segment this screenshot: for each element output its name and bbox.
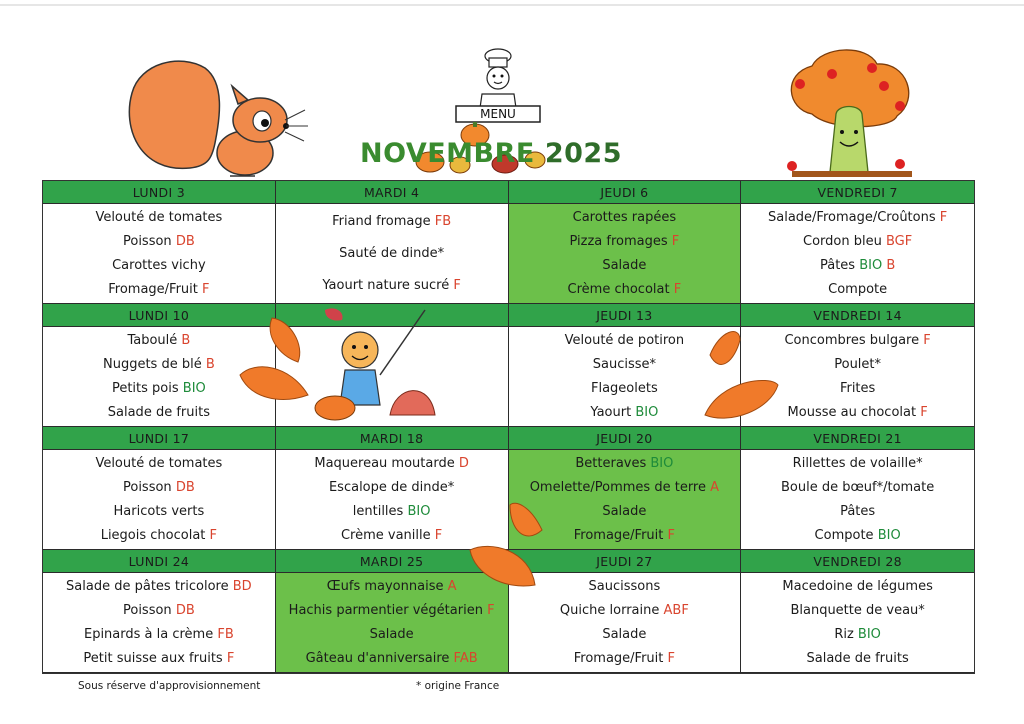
- dish-name: Velouté de potiron: [564, 333, 685, 349]
- dish-name: Boule de bœuf*/tomate: [780, 480, 935, 496]
- dish-name: Sauté de dinde*: [339, 245, 445, 261]
- day-header: LUNDI 3: [43, 181, 276, 204]
- menu-item: [840, 380, 875, 397]
- menu-item: [127, 332, 190, 349]
- dish-name: Saucissons: [588, 579, 661, 595]
- dish-name: Hachis parmentier végétarien: [288, 603, 483, 619]
- dish-name: Liegois chocolat: [100, 527, 206, 543]
- dish-name: Gâteau d'anniversaire: [305, 650, 450, 666]
- diet-tag: DB: [175, 603, 195, 619]
- autumn-tree-icon: [772, 44, 924, 184]
- menu-item: [322, 277, 460, 294]
- top-edge-line: [0, 4, 1024, 6]
- diet-tag: BIO: [182, 380, 206, 396]
- menu-sign-label: MENU: [480, 107, 516, 121]
- dish-name: Fromage/Fruit: [573, 527, 664, 543]
- day-menu-cell: [276, 450, 509, 550]
- dish-name: Quiche lorraine: [559, 603, 660, 619]
- dish-name: Betteraves: [575, 456, 647, 472]
- diet-tag: A: [710, 480, 720, 496]
- day-menu-cell: [509, 573, 742, 673]
- day-header: LUNDI 10: [43, 304, 276, 327]
- dish-name: lentilles: [352, 503, 404, 519]
- dish-name: Crème vanille: [340, 527, 431, 543]
- dish-name: Cordon bleu: [803, 234, 882, 250]
- dish-name: Riz: [834, 626, 854, 642]
- menu-item: [327, 578, 457, 595]
- diet-tag: F: [453, 277, 461, 293]
- dish-name: Yaourt nature sucré: [322, 277, 450, 293]
- diet-tag: A: [447, 579, 457, 595]
- day-menu-cell: [43, 450, 276, 550]
- menu-item: [103, 356, 215, 373]
- day-menu-cell: [741, 450, 974, 550]
- diet-tag: F: [673, 281, 682, 297]
- diet-tag: F: [667, 650, 675, 666]
- dish-name: Carottes rapées: [572, 210, 677, 226]
- menu-item: [602, 503, 646, 520]
- day-header: LUNDI 17: [43, 427, 276, 450]
- dish-name: Friand fromage: [332, 214, 431, 230]
- menu-item: [123, 602, 195, 619]
- diet-tag: D: [458, 456, 469, 472]
- menu-item: [834, 626, 881, 643]
- diet-tag: F: [939, 210, 948, 226]
- diet-tag: F: [487, 603, 495, 619]
- diet-tag: FB: [217, 626, 234, 642]
- dish-name: Saucisse*: [592, 357, 656, 373]
- day-header: JEUDI 13: [509, 304, 742, 327]
- menu-item: [353, 503, 431, 520]
- dish-name: Poisson: [122, 603, 172, 619]
- dish-name: Crème chocolat: [567, 281, 670, 297]
- dish-name: Velouté de tomates: [95, 456, 223, 472]
- chef-icon: [452, 46, 544, 126]
- day-header: JEUDI 20: [509, 427, 742, 450]
- menu-item: [781, 479, 934, 496]
- day-menu-cell: [741, 327, 974, 427]
- diet-tag: DB: [175, 480, 195, 496]
- menu-item: [530, 479, 719, 496]
- menu-item: [602, 257, 646, 274]
- menu-item: [332, 213, 451, 230]
- menu-item: [573, 209, 677, 226]
- menu-item: [591, 380, 658, 397]
- dish-name: Pâtes: [840, 503, 876, 519]
- menu-item: [574, 650, 675, 667]
- diet-tag: F: [434, 527, 443, 543]
- footnote-supply: Sous réserve d'approvisionnement: [78, 680, 261, 692]
- menu-item: [568, 281, 682, 298]
- day-menu-cell: [741, 204, 974, 304]
- dish-name: Salade: [369, 626, 414, 642]
- menu-item: [123, 233, 195, 250]
- dish-name: Pizza fromages: [569, 234, 668, 250]
- day-menu-cell: [43, 573, 276, 673]
- day-header: [276, 304, 509, 327]
- diet-tag: F: [671, 234, 680, 250]
- title-month: NOVEMBRE: [360, 138, 535, 169]
- dish-name: Salade de pâtes tricolore: [66, 579, 229, 595]
- dish-name: Fromage/Fruit: [573, 650, 664, 666]
- dish-name: Epinards à la crème: [83, 626, 214, 642]
- menu-item: [834, 356, 881, 373]
- menu-item: [815, 527, 901, 544]
- menu-item: [602, 626, 646, 643]
- title-year: 2025: [544, 138, 623, 169]
- menu-item: [593, 356, 656, 373]
- menu-item: [95, 455, 222, 472]
- dish-name: Haricots verts: [113, 503, 205, 519]
- day-menu-cell: [509, 204, 742, 304]
- menu-item: [589, 578, 661, 595]
- diet-tag: F: [226, 650, 235, 666]
- menu-item: [807, 650, 909, 667]
- menu-item: [590, 404, 658, 421]
- dish-name: Poisson: [122, 480, 172, 496]
- diet-tag: BIO: [407, 503, 431, 519]
- dish-name: Velouté de tomates: [95, 210, 223, 226]
- menu-item: [123, 479, 195, 496]
- day-menu-cell: [509, 450, 742, 550]
- menu-item: [782, 578, 932, 595]
- diet-tag: F: [209, 527, 218, 543]
- day-header: VENDREDI 14: [741, 304, 974, 327]
- dish-name: Taboulé: [127, 333, 178, 349]
- menu-item: [840, 503, 875, 520]
- menu-item: [108, 281, 209, 298]
- day-menu-cell: [43, 204, 276, 304]
- dish-name: Maquereau moutarde: [314, 456, 455, 472]
- diet-tag: BIO: [635, 404, 659, 420]
- menu-item: [95, 209, 222, 226]
- dish-name: Omelette/Pommes de terre: [529, 480, 706, 496]
- dish-name: Salade de fruits: [107, 404, 210, 420]
- menu-item: [289, 602, 495, 619]
- day-header: VENDREDI 28: [741, 550, 974, 573]
- menu-item: [828, 281, 887, 298]
- dish-name: Escalope de dinde*: [328, 480, 455, 496]
- day-header: MARDI 18: [276, 427, 509, 450]
- diet-tag: BIO: [859, 257, 883, 273]
- menu-item: [784, 332, 930, 349]
- dish-name: Macedoine de légumes: [782, 579, 933, 595]
- menu-item: [101, 527, 217, 544]
- menu-item: [574, 527, 675, 544]
- dish-name: Petits pois: [111, 380, 179, 396]
- menu-item: [112, 257, 206, 274]
- diet-tag: F: [202, 281, 210, 297]
- dish-name: Frites: [839, 380, 876, 396]
- dish-name: Poulet*: [834, 357, 882, 373]
- dish-name: Flageolets: [591, 380, 658, 396]
- dish-name: Yaourt: [590, 404, 632, 420]
- menu-item: [565, 332, 684, 349]
- day-menu-cell: [276, 204, 509, 304]
- diet-tag: BGF: [885, 234, 913, 250]
- menu-item: [341, 527, 442, 544]
- menu-item: [788, 404, 928, 421]
- menu-item: [329, 479, 454, 496]
- diet-tag: ABF: [663, 603, 689, 619]
- dish-name: Compote: [814, 527, 874, 543]
- dish-name: Poisson: [122, 234, 172, 250]
- day-header: MARDI 4: [276, 181, 509, 204]
- menu-item: [790, 602, 924, 619]
- dish-name: Concombres bulgare: [784, 333, 920, 349]
- diet-tag: BIO: [650, 456, 674, 472]
- menu-item: [112, 380, 206, 397]
- day-header: JEUDI 27: [509, 550, 742, 573]
- diet-tag: FAB: [453, 650, 478, 666]
- diet-tag: F: [667, 527, 675, 543]
- day-menu-cell: [43, 327, 276, 427]
- menu-item: [84, 626, 234, 643]
- dish-name: Salade: [602, 257, 647, 273]
- menu-item: [306, 650, 478, 667]
- menu-table: [42, 180, 975, 674]
- menu-item: [575, 455, 673, 472]
- dish-name: Œufs mayonnaise: [326, 579, 444, 595]
- dish-name: Blanquette de veau*: [790, 603, 925, 619]
- menu-item: [793, 455, 923, 472]
- diet-tag: B: [886, 257, 896, 273]
- menu-item: [768, 209, 947, 226]
- day-menu-cell: [276, 573, 509, 673]
- dish-name: Salade de fruits: [806, 650, 909, 666]
- diet-tag: FB: [434, 214, 452, 230]
- menu-item: [66, 578, 252, 595]
- diet-tag: BIO: [877, 527, 901, 543]
- diet-tag: B: [205, 357, 215, 373]
- dish-name: Salade/Fromage/Croûtons: [768, 210, 936, 226]
- day-menu-cell: [741, 573, 974, 673]
- day-header: LUNDI 24: [43, 550, 276, 573]
- diet-tag: B: [181, 333, 191, 349]
- day-header: VENDREDI 21: [741, 427, 974, 450]
- day-menu-cell: [276, 327, 509, 427]
- menu-item: [370, 626, 414, 643]
- dish-name: Fromage/Fruit: [108, 281, 198, 297]
- day-header: MARDI 25: [276, 550, 509, 573]
- page-title: [360, 138, 660, 178]
- menu-item: [560, 602, 689, 619]
- menu-item: [108, 404, 210, 421]
- diet-tag: BD: [232, 579, 252, 595]
- menu-item: [314, 455, 469, 472]
- dish-name: Salade: [602, 503, 647, 519]
- dish-name: Rillettes de volaille*: [792, 456, 923, 472]
- menu-item: [569, 233, 679, 250]
- diet-tag: BIO: [857, 626, 881, 642]
- dish-name: Pâtes: [819, 257, 856, 273]
- day-header: JEUDI 6: [509, 181, 742, 204]
- diet-tag: F: [923, 333, 931, 349]
- menu-item: [114, 503, 205, 520]
- menu-item: [820, 257, 895, 274]
- dish-name: Carottes vichy: [112, 257, 206, 273]
- day-header: VENDREDI 7: [741, 181, 974, 204]
- footnote-origin: * origine France: [416, 680, 500, 692]
- menu-item: [339, 245, 444, 262]
- menu-item: [803, 233, 912, 250]
- dish-name: Mousse au chocolat: [787, 404, 917, 420]
- dish-name: Petit suisse aux fruits: [83, 650, 223, 666]
- menu-item: [83, 650, 234, 667]
- dish-name: Nuggets de blé: [102, 357, 202, 373]
- day-menu-cell: [509, 327, 742, 427]
- squirrel-icon: [120, 48, 310, 183]
- dish-name: Compote: [828, 281, 888, 297]
- dish-name: Salade: [602, 626, 647, 642]
- diet-tag: F: [920, 404, 928, 420]
- diet-tag: DB: [175, 234, 195, 250]
